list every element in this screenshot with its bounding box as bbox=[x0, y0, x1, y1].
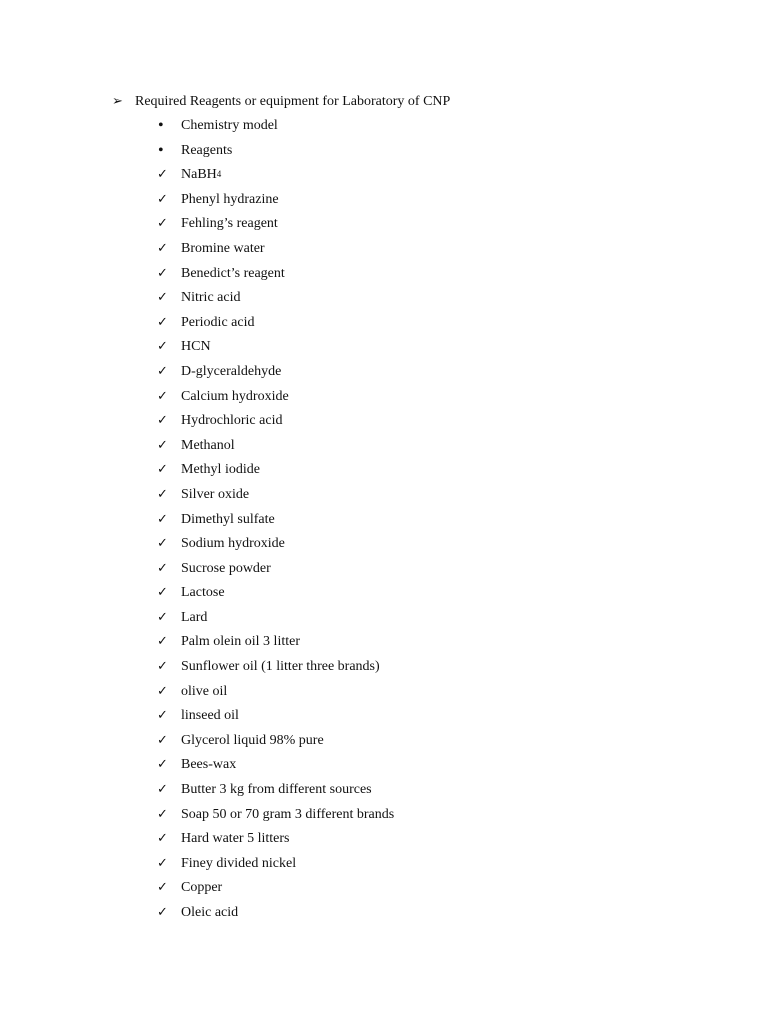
list-item bbox=[156, 779, 394, 804]
list-item bbox=[156, 853, 394, 878]
list-item-text: Periodic acid bbox=[181, 314, 255, 330]
reagent-list bbox=[156, 115, 394, 927]
list-item-text: Soap 50 or 70 gram 3 different brands bbox=[181, 806, 395, 822]
checkmark-icon: ✓ bbox=[157, 511, 168, 527]
list-item bbox=[156, 361, 394, 386]
list-item bbox=[156, 828, 394, 853]
checkmark-icon: ✓ bbox=[157, 413, 168, 429]
checkmark-icon: ✓ bbox=[157, 659, 168, 675]
list-item bbox=[156, 902, 394, 927]
checkmark-icon: ✓ bbox=[157, 732, 168, 748]
checkmark-icon: ✓ bbox=[157, 167, 168, 183]
section-heading bbox=[112, 91, 450, 111]
list-item-text: Hydrochloric acid bbox=[181, 413, 283, 429]
checkmark-icon: ✓ bbox=[157, 831, 168, 847]
bullet-icon: • bbox=[158, 117, 164, 134]
checkmark-icon: ✓ bbox=[157, 757, 168, 773]
list-item-text: Sodium hydroxide bbox=[181, 536, 285, 552]
list-item bbox=[156, 558, 394, 583]
list-item-text: Methanol bbox=[181, 437, 235, 453]
checkmark-icon: ✓ bbox=[157, 437, 168, 453]
list-item bbox=[156, 435, 394, 460]
list-item-text: Methyl iodide bbox=[181, 462, 260, 478]
list-item bbox=[156, 804, 394, 829]
list-item bbox=[156, 631, 394, 656]
checkmark-icon: ✓ bbox=[157, 265, 168, 281]
checkmark-icon: ✓ bbox=[157, 462, 168, 478]
list-item-text: Sucrose powder bbox=[181, 560, 271, 576]
list-item-text: Silver oxide bbox=[181, 486, 250, 502]
list-item-text: Bees-wax bbox=[181, 757, 237, 773]
list-item-text: Palm olein oil 3 litter bbox=[181, 634, 300, 650]
list-item-text: Fehling’s reagent bbox=[181, 216, 278, 232]
checkmark-icon: ✓ bbox=[157, 634, 168, 650]
list-item bbox=[156, 607, 394, 632]
list-item-text: linseed oil bbox=[181, 708, 239, 724]
checkmark-icon: ✓ bbox=[157, 240, 168, 256]
list-item bbox=[156, 115, 394, 140]
list-item-text: Butter 3 kg from different sources bbox=[181, 782, 372, 798]
checkmark-icon: ✓ bbox=[157, 339, 168, 355]
list-item bbox=[156, 410, 394, 435]
checkmark-icon: ✓ bbox=[157, 708, 168, 724]
list-item-text: Reagents bbox=[181, 142, 233, 158]
checkmark-icon: ✓ bbox=[157, 191, 168, 207]
checkmark-icon: ✓ bbox=[157, 609, 168, 625]
list-item bbox=[156, 164, 394, 189]
list-item-text: Copper bbox=[181, 880, 223, 896]
list-item bbox=[156, 484, 394, 509]
checkmark-icon: ✓ bbox=[157, 560, 168, 576]
list-item-text: olive oil bbox=[181, 683, 228, 699]
list-item-text: Hard water 5 litters bbox=[181, 831, 290, 847]
list-item bbox=[156, 213, 394, 238]
list-item-text: Lard bbox=[181, 609, 208, 625]
checkmark-icon: ✓ bbox=[157, 585, 168, 601]
list-item bbox=[156, 312, 394, 337]
checkmark-icon: ✓ bbox=[157, 216, 168, 232]
list-item bbox=[156, 877, 394, 902]
checkmark-icon: ✓ bbox=[157, 486, 168, 502]
list-item-text: D-glyceraldehyde bbox=[181, 363, 282, 379]
list-item bbox=[156, 459, 394, 484]
checkmark-icon: ✓ bbox=[157, 855, 168, 871]
list-item-text: Bromine water bbox=[181, 240, 265, 256]
list-item-text: Oleic acid bbox=[181, 905, 239, 920]
list-item-text: Dimethyl sulfate bbox=[181, 511, 275, 527]
list-item bbox=[156, 730, 394, 755]
list-item bbox=[156, 705, 394, 730]
list-item bbox=[156, 263, 394, 288]
list-item-text: Calcium hydroxide bbox=[181, 388, 289, 404]
checkmark-icon: ✓ bbox=[157, 905, 168, 920]
list-item-text: Lactose bbox=[181, 585, 225, 601]
checkmark-icon: ✓ bbox=[157, 806, 168, 822]
list-item bbox=[156, 189, 394, 214]
list-item bbox=[156, 533, 394, 558]
list-item bbox=[156, 582, 394, 607]
list-item-text: Finey divided nickel bbox=[181, 855, 297, 871]
checkmark-icon: ✓ bbox=[157, 388, 168, 404]
list-item-text: Chemistry model bbox=[181, 118, 278, 133]
list-item-text: Phenyl hydrazine bbox=[181, 191, 279, 207]
list-item bbox=[156, 509, 394, 534]
list-item bbox=[156, 238, 394, 263]
list-item-text: Nitric acid bbox=[181, 290, 241, 306]
checkmark-icon: ✓ bbox=[157, 363, 168, 379]
list-item bbox=[156, 336, 394, 361]
subscript-text: 4 bbox=[216, 169, 222, 180]
list-item bbox=[156, 681, 394, 706]
arrow-bullet-icon: ➢ bbox=[112, 93, 123, 108]
section-heading-text: Required Reagents or equipment for Laboratory of CNP bbox=[135, 94, 451, 109]
list-item-text: Sunflower oil (1 litter three brands) bbox=[181, 659, 380, 675]
list-item-text: Benedict’s reagent bbox=[181, 265, 285, 281]
list-item-text: Glycerol liquid 98% pure bbox=[181, 732, 324, 748]
list-item bbox=[156, 754, 394, 779]
checkmark-icon: ✓ bbox=[157, 880, 168, 896]
checkmark-icon: ✓ bbox=[157, 782, 168, 798]
list-item bbox=[156, 386, 394, 411]
checkmark-icon: ✓ bbox=[157, 314, 168, 330]
bullet-icon: • bbox=[158, 141, 164, 159]
list-item-text: HCN bbox=[181, 339, 211, 355]
checkmark-icon: ✓ bbox=[157, 683, 168, 699]
list-item bbox=[156, 140, 394, 165]
list-item-text: NaBH bbox=[181, 167, 217, 183]
checkmark-icon: ✓ bbox=[157, 290, 168, 306]
list-item bbox=[156, 287, 394, 312]
list-item bbox=[156, 656, 394, 681]
checkmark-icon: ✓ bbox=[157, 536, 168, 552]
